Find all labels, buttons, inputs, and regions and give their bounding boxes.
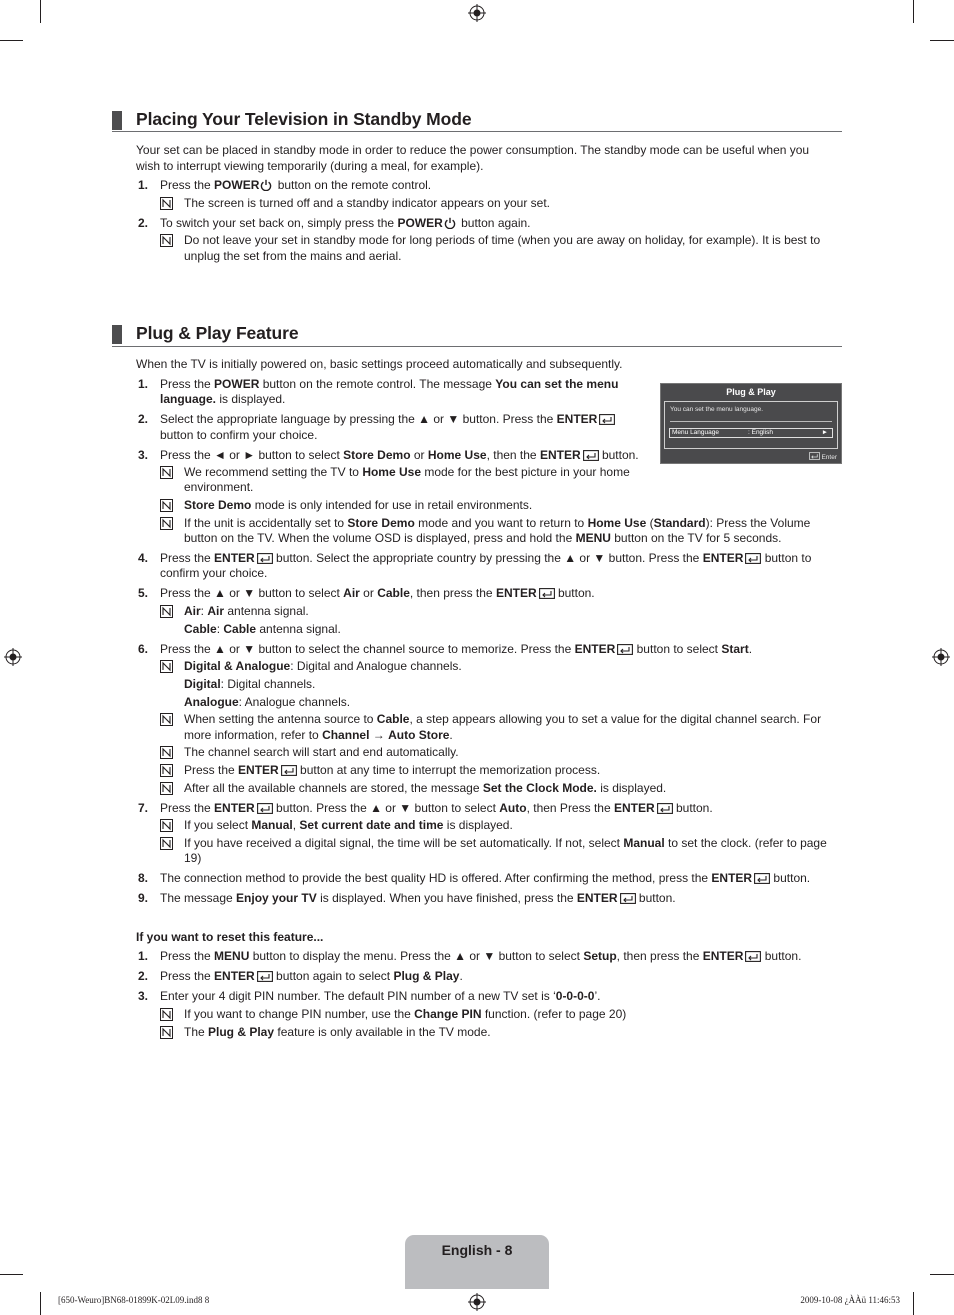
step-number: 6. bbox=[138, 642, 149, 656]
plug-note-7b-line2: 19) bbox=[184, 851, 202, 865]
note-icon bbox=[160, 1026, 173, 1039]
plug-note-3a-line2: environment. bbox=[184, 480, 254, 494]
plug-note-5b bbox=[184, 622, 341, 638]
key-name: ENTER bbox=[214, 801, 255, 815]
section-rule bbox=[112, 131, 842, 132]
text: If you want to change PIN number, use the bbox=[184, 1007, 415, 1021]
enter-icon bbox=[657, 803, 673, 814]
osd-panel bbox=[664, 401, 838, 449]
enter-icon bbox=[257, 803, 273, 814]
power-icon bbox=[444, 217, 456, 229]
osd-message: You can set the menu language. bbox=[670, 406, 763, 413]
option-name: Auto bbox=[499, 801, 527, 815]
option-name: Analogue bbox=[184, 695, 239, 709]
text: or bbox=[359, 586, 378, 600]
text: button on the remote control. The message bbox=[259, 377, 496, 391]
plug-note-7a bbox=[184, 818, 513, 834]
text: button again. bbox=[457, 216, 531, 230]
step-number: 4. bbox=[138, 551, 149, 565]
registration-mark-icon bbox=[468, 4, 486, 22]
plug-step-4-line2: confirm your choice. bbox=[160, 566, 268, 580]
osd-enter-label: Enter bbox=[821, 454, 837, 461]
option-name: Home Use bbox=[362, 465, 421, 479]
note-icon bbox=[160, 197, 173, 210]
text: button. Select the appropriate country by pressing the ▲ or ▼ button. Press the bbox=[272, 551, 703, 565]
text: button again to select bbox=[272, 969, 394, 983]
step-number: 9. bbox=[138, 891, 149, 905]
crop-mark bbox=[0, 1274, 23, 1275]
text: to set the clock. (refer to page bbox=[664, 836, 827, 850]
option-name: Home Use bbox=[427, 448, 487, 462]
osd-row-value: : English bbox=[748, 429, 773, 436]
text: Press the ▲ or ▼ button to select bbox=[160, 586, 344, 600]
option-name: Air bbox=[207, 604, 225, 618]
step-number: 8. bbox=[138, 871, 149, 885]
key-name: POWER bbox=[214, 377, 260, 391]
step-number: 2. bbox=[138, 216, 149, 230]
note-icon bbox=[160, 605, 173, 618]
text: is displayed. bbox=[443, 818, 513, 832]
enter-icon bbox=[583, 450, 599, 461]
crop-mark bbox=[930, 40, 954, 41]
menu-name: Plug & Play bbox=[393, 969, 460, 983]
option-name: Store Demo bbox=[343, 448, 411, 462]
message-text: Enjoy your TV bbox=[236, 891, 317, 905]
text: : Digital channels. bbox=[220, 677, 316, 691]
osd-menu-language-row bbox=[669, 428, 833, 438]
text: is displayed. When you have finished, press the bbox=[316, 891, 577, 905]
plug-note-6g bbox=[184, 781, 666, 797]
osd-divider bbox=[670, 421, 832, 422]
plug-intro: When the TV is initially powered on, basic settings proceed automatically and subsequently. bbox=[136, 357, 623, 371]
print-slug-left: [650-Weuro]BN68-01899K-02L09.ind8 8 bbox=[58, 1295, 210, 1305]
enter-icon bbox=[281, 765, 297, 776]
plug-note-3a-line1 bbox=[184, 465, 630, 481]
text: more information, refer to bbox=[184, 728, 323, 742]
crop-mark bbox=[930, 1274, 954, 1275]
option-name: Digital bbox=[184, 677, 221, 691]
text: : bbox=[216, 622, 224, 636]
reset-note-3a bbox=[184, 1007, 626, 1023]
text: Press the ▲ or ▼ button to select the channel source to memorize. Press the bbox=[160, 642, 575, 656]
power-icon bbox=[260, 179, 272, 191]
plug-note-5a bbox=[184, 604, 309, 620]
text: , then the bbox=[486, 448, 540, 462]
text: After all the available channels are stored, the message bbox=[184, 781, 483, 795]
message-text: language. bbox=[160, 392, 217, 406]
reset-step-2 bbox=[160, 969, 463, 985]
section-title-standby: Placing Your Television in Standby Mode bbox=[136, 109, 472, 129]
text: button on the TV. When the volume OSD is displayed, press and hold the bbox=[184, 531, 576, 545]
note-icon bbox=[160, 517, 173, 530]
step-number: 1. bbox=[138, 949, 149, 963]
text: . bbox=[748, 642, 753, 656]
standby-note-2: Do not leave your set in standby mode for long periods of time (when you are away on holiday, for example). It is best to unplug the set from the mains and aerial. bbox=[184, 233, 821, 263]
text: The message bbox=[160, 891, 237, 905]
enter-icon bbox=[257, 553, 273, 564]
option-name: Manual bbox=[251, 818, 293, 832]
reset-heading: If you want to reset this feature... bbox=[136, 930, 324, 944]
plug-note-6b bbox=[184, 677, 315, 693]
menu-name: Channel bbox=[322, 728, 370, 742]
print-slug-right: 2009-10-08 ¿ÀÀü 11:46:53 bbox=[800, 1295, 900, 1305]
text: If you have received a digital signal, the time will be set automatically. If not, select bbox=[184, 836, 624, 850]
text: Press the bbox=[160, 949, 215, 963]
plug-note-3b bbox=[184, 498, 532, 514]
note-icon bbox=[160, 837, 173, 850]
key-name: ENTER bbox=[576, 891, 618, 905]
text: , then Press the bbox=[526, 801, 614, 815]
plug-note-6d-line2 bbox=[184, 728, 453, 744]
crop-mark bbox=[40, 0, 41, 23]
step-number: 2. bbox=[138, 412, 149, 426]
page-number: English - 8 bbox=[441, 1242, 513, 1258]
text: function. (refer to page 20) bbox=[481, 1007, 627, 1021]
plug-note-7b-line1 bbox=[184, 836, 827, 852]
reset-step-3 bbox=[160, 989, 600, 1005]
enter-icon bbox=[745, 951, 761, 962]
text: . bbox=[449, 728, 453, 742]
enter-icon bbox=[599, 414, 615, 425]
menu-name: Auto Store bbox=[388, 728, 450, 742]
note-icon bbox=[160, 713, 173, 726]
osd-row-label: Menu Language bbox=[672, 429, 719, 436]
crop-mark bbox=[913, 0, 914, 23]
plug-step-1-line2 bbox=[160, 392, 285, 408]
enter-icon bbox=[617, 644, 633, 655]
text: feature is only available in the TV mode. bbox=[274, 1025, 491, 1039]
text: If you select bbox=[184, 818, 252, 832]
key-name: ENTER bbox=[556, 412, 598, 426]
step-number: 3. bbox=[138, 989, 149, 1003]
text: button to bbox=[761, 551, 812, 565]
text: button. bbox=[761, 949, 802, 963]
option-name: Cable bbox=[223, 622, 257, 636]
text: When setting the antenna source to bbox=[184, 712, 377, 726]
key-name: ENTER bbox=[238, 763, 279, 777]
note-icon bbox=[160, 746, 173, 759]
step-number: 5. bbox=[138, 586, 149, 600]
text: → bbox=[369, 728, 389, 742]
key-name: ENTER bbox=[214, 551, 255, 565]
key-name: ENTER bbox=[539, 448, 581, 462]
text: Press the bbox=[160, 377, 215, 391]
text: ’. bbox=[594, 989, 601, 1003]
text: button. bbox=[554, 586, 595, 600]
osd-arrow-icon: ► bbox=[821, 429, 828, 436]
option-name: Cable bbox=[377, 586, 410, 600]
key-name: ENTER bbox=[702, 949, 744, 963]
menu-name: Change PIN bbox=[414, 1007, 482, 1021]
message-text: Set the Clock Mode. bbox=[482, 781, 597, 795]
key-name: MENU bbox=[214, 949, 250, 963]
note-icon bbox=[160, 660, 173, 673]
section-marker bbox=[112, 111, 122, 130]
text: button. bbox=[635, 891, 676, 905]
text: If the unit is accidentally set to bbox=[184, 516, 348, 530]
menu-name: Plug & Play bbox=[208, 1025, 275, 1039]
plug-step-5 bbox=[160, 586, 595, 602]
plug-step-4-line1 bbox=[160, 551, 811, 567]
text: Press the bbox=[160, 178, 215, 192]
text: The connection method to provide the best quality HD is offered. After confirming the method, press the bbox=[160, 871, 712, 885]
standby-step-2 bbox=[160, 216, 531, 232]
note-icon bbox=[160, 466, 173, 479]
text: ( bbox=[646, 516, 654, 530]
text: Select the appropriate language by pressing the ▲ or ▼ button. Press the bbox=[160, 412, 557, 426]
note-icon bbox=[160, 499, 173, 512]
text: or bbox=[410, 448, 428, 462]
registration-mark-icon bbox=[4, 648, 22, 666]
crop-mark bbox=[0, 40, 23, 41]
enter-icon bbox=[754, 873, 770, 884]
option-name: Standard bbox=[653, 516, 706, 530]
key-name: ENTER bbox=[702, 551, 744, 565]
option-name: Digital & Analogue bbox=[184, 659, 291, 673]
option-name: Air bbox=[343, 586, 360, 600]
osd-enter-hint bbox=[809, 452, 837, 461]
text: mode is only intended for use in retail environments. bbox=[251, 498, 533, 512]
enter-icon bbox=[539, 588, 555, 599]
option-name: Set current date and time bbox=[299, 818, 444, 832]
text: button. bbox=[672, 801, 713, 815]
text: Press the ◄ or ► button to select bbox=[160, 448, 344, 462]
option-name: Store Demo bbox=[184, 498, 252, 512]
message-text: You can set the menu bbox=[495, 377, 619, 391]
plug-note-6f bbox=[184, 763, 600, 779]
text: button. Press the ▲ or ▼ button to select bbox=[272, 801, 500, 815]
key-name: POWER bbox=[214, 178, 260, 192]
text: , bbox=[292, 818, 300, 832]
option-name: Cable bbox=[376, 712, 410, 726]
text: button. bbox=[770, 871, 811, 885]
text: button. bbox=[598, 448, 639, 462]
key-name: ENTER bbox=[574, 642, 616, 656]
key-name: POWER bbox=[397, 216, 443, 230]
text: , a step appears allowing you to set a value for the digital channel search. For bbox=[409, 712, 822, 726]
text: Press the bbox=[184, 763, 239, 777]
note-icon bbox=[160, 1008, 173, 1021]
text: ): Press the Volume bbox=[705, 516, 811, 530]
text: The bbox=[184, 1025, 209, 1039]
plug-and-play-osd-screenshot bbox=[660, 383, 842, 464]
text: Press the bbox=[160, 551, 215, 565]
plug-step-6 bbox=[160, 642, 752, 658]
plug-note-3c-line1 bbox=[184, 516, 810, 532]
plug-note-6d-line1 bbox=[184, 712, 821, 728]
text: Press the bbox=[160, 801, 215, 815]
registration-mark-icon bbox=[468, 1293, 486, 1311]
plug-step-7 bbox=[160, 801, 713, 817]
plug-note-6a bbox=[184, 659, 462, 675]
text: , then press the bbox=[409, 586, 496, 600]
reset-note-3b bbox=[184, 1025, 491, 1041]
plug-step-2-line1 bbox=[160, 412, 615, 428]
option-name: Air bbox=[184, 604, 201, 618]
text: . bbox=[459, 969, 463, 983]
text: : bbox=[200, 604, 208, 618]
text: button to select bbox=[633, 642, 722, 656]
key-name: ENTER bbox=[711, 871, 753, 885]
option-name: Store Demo bbox=[347, 516, 415, 530]
text: mode and you want to return to bbox=[414, 516, 588, 530]
key-name: ENTER bbox=[495, 586, 537, 600]
step-number: 2. bbox=[138, 969, 149, 983]
standby-intro: Your set can be placed in standby mode in order to reduce the power consumption. The standby mode can be useful when you wish to interrupt viewing temporarily (during a meal, for example). bbox=[136, 143, 810, 173]
section-rule bbox=[112, 346, 842, 347]
pin-value: 0-0-0-0 bbox=[555, 989, 595, 1003]
text: mode for the best picture in your home bbox=[421, 465, 630, 479]
text: Enter your 4 digit PIN number. The default PIN number of a new TV set is ‘ bbox=[160, 989, 556, 1003]
note-icon bbox=[160, 819, 173, 832]
plug-note-6c bbox=[184, 695, 350, 711]
osd-title: Plug & Play bbox=[726, 387, 776, 397]
text: antenna signal. bbox=[224, 604, 309, 618]
plug-step-1-line1 bbox=[160, 377, 618, 393]
enter-icon bbox=[745, 553, 761, 564]
step-number: 1. bbox=[138, 178, 149, 192]
option-name: Start bbox=[721, 642, 749, 656]
text: is displayed. bbox=[216, 392, 286, 406]
step-number: 1. bbox=[138, 377, 149, 391]
enter-icon bbox=[620, 893, 636, 904]
plug-note-6e: The channel search will start and end automatically. bbox=[184, 745, 459, 759]
option-name: Home Use bbox=[587, 516, 647, 530]
text: , then press the bbox=[616, 949, 703, 963]
crop-mark bbox=[40, 1292, 41, 1315]
section-marker bbox=[112, 325, 122, 344]
enter-icon bbox=[809, 452, 820, 460]
text: : Analogue channels. bbox=[238, 695, 351, 709]
step-number: 7. bbox=[138, 801, 149, 815]
plug-step-8 bbox=[160, 871, 810, 887]
text: antenna signal. bbox=[256, 622, 341, 636]
reset-step-1 bbox=[160, 949, 801, 965]
text: : Digital and Analogue channels. bbox=[290, 659, 462, 673]
note-icon bbox=[160, 782, 173, 795]
text: button on the remote control. bbox=[274, 178, 432, 192]
text: Press the bbox=[160, 969, 215, 983]
plug-note-3c-line2 bbox=[184, 531, 781, 547]
text: is displayed. bbox=[596, 781, 667, 795]
menu-name: Setup bbox=[583, 949, 617, 963]
note-icon bbox=[160, 234, 173, 247]
text: To switch your set back on, simply press the bbox=[160, 216, 398, 230]
registration-mark-icon bbox=[932, 648, 950, 666]
standby-note-1: The screen is turned off and a standby indicator appears on your set. bbox=[184, 196, 550, 210]
standby-step-1 bbox=[160, 178, 431, 194]
crop-mark bbox=[913, 1292, 914, 1315]
option-name: Cable bbox=[184, 622, 217, 636]
step-number: 3. bbox=[138, 448, 149, 462]
text: button at any time to interrupt the memorization process. bbox=[296, 763, 601, 777]
option-name: Manual bbox=[623, 836, 665, 850]
key-name: ENTER bbox=[613, 801, 655, 815]
plug-step-9 bbox=[160, 891, 676, 907]
plug-step-3 bbox=[160, 448, 639, 464]
text: button to display the menu. Press the ▲ or ▼ button to select bbox=[249, 949, 584, 963]
note-icon bbox=[160, 764, 173, 777]
section-title-plug-and-play: Plug & Play Feature bbox=[136, 323, 299, 343]
key-name: ENTER bbox=[214, 969, 255, 983]
plug-step-2-line2: button to confirm your choice. bbox=[160, 428, 318, 442]
enter-icon bbox=[257, 971, 273, 982]
key-name: MENU bbox=[575, 531, 611, 545]
text: button on the TV for 5 seconds. bbox=[610, 531, 782, 545]
text: We recommend setting the TV to bbox=[184, 465, 363, 479]
